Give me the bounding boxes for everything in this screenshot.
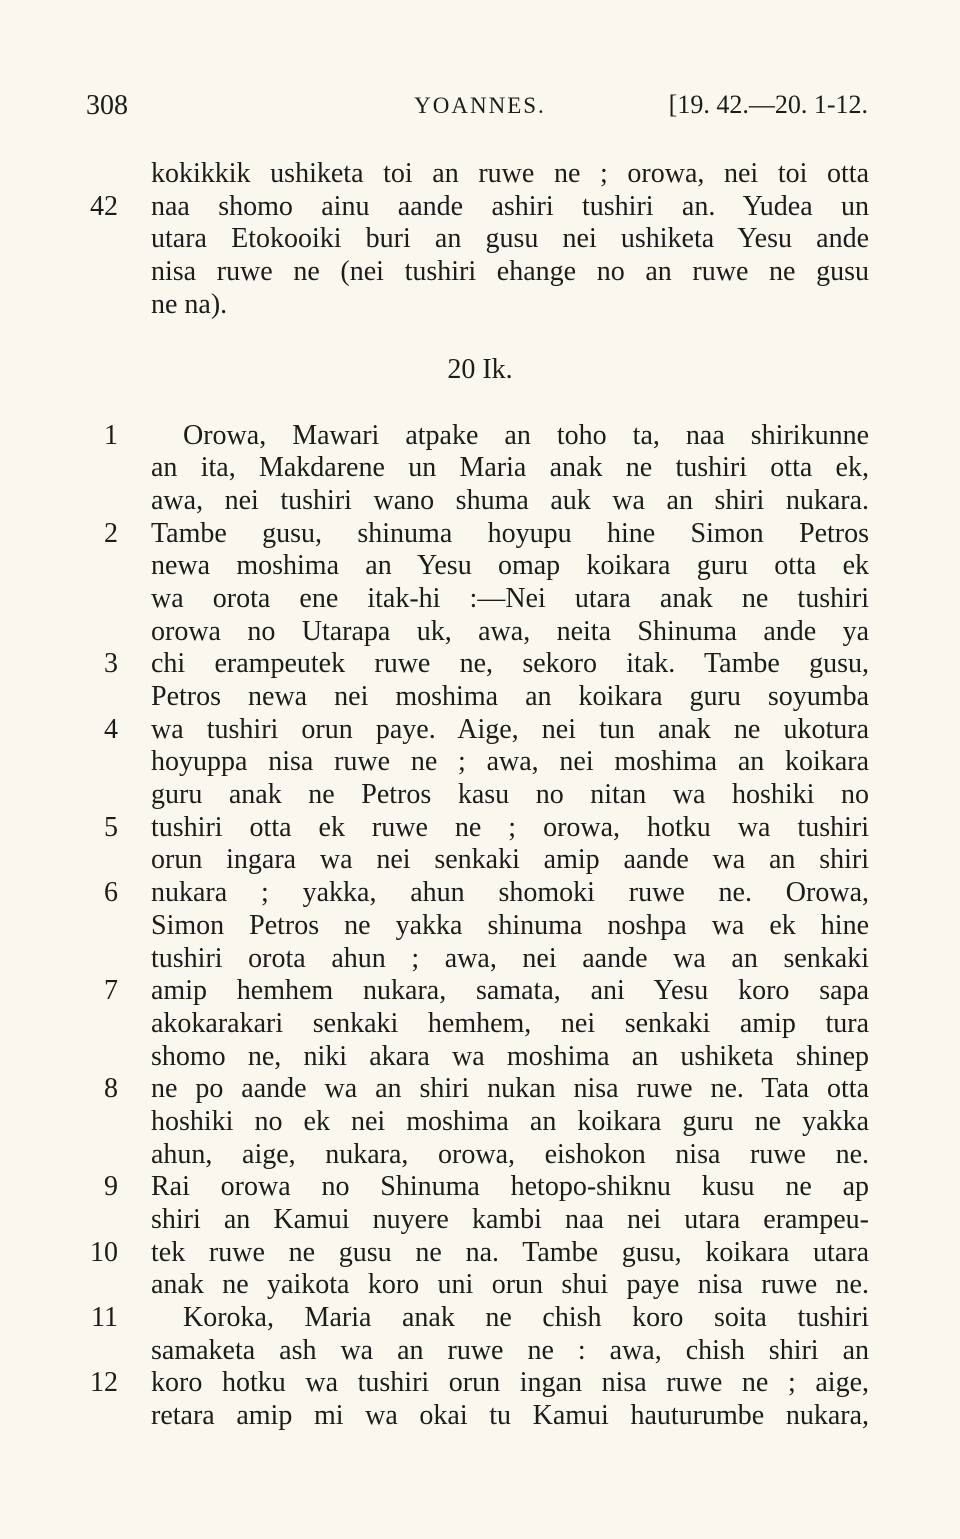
text-line <box>0 420 960 453</box>
line-text: tushiri orota ahun ; awa, nei aande wa an senkaki <box>151 942 869 974</box>
verse-number: 12 <box>90 1367 118 1399</box>
text-line <box>0 1302 960 1335</box>
text-line <box>0 550 960 583</box>
verse-number: 10 <box>90 1236 118 1268</box>
verse-number: 3 <box>104 648 118 680</box>
line-text: naa shomo ainu aande ashiri tushiri an. Yudea un <box>151 190 869 222</box>
line-text: awa, nei tushiri wano shuma auk wa an shiri nukara. <box>151 484 869 516</box>
line-text: koro hotku wa tushiri orun ingan nisa ruwe ne ; aige, <box>151 1367 869 1399</box>
line-text: guru anak ne Petros kasu no nitan wa hoshiki no <box>151 779 869 811</box>
line-text: chi erampeutek ruwe ne, sekoro itak. Tambe gusu, <box>151 648 869 680</box>
text-line <box>0 256 960 289</box>
verse-number: 4 <box>104 713 118 745</box>
verse-range: [19. 42.—20. 1-12. <box>668 90 868 119</box>
line-text: ne po aande wa an shiri nukan nisa ruwe ne. Tata otta <box>151 1073 869 1105</box>
line-text: ne na). <box>151 288 228 320</box>
line-text: Koroka, Maria anak ne chish koro soita tushiri <box>183 1302 869 1334</box>
text-line <box>0 1367 960 1400</box>
text-line <box>0 158 960 191</box>
line-text: tek ruwe ne gusu ne na. Tambe gusu, koikara utara <box>151 1236 869 1268</box>
chapter-title: 20 Ik. <box>447 354 513 386</box>
text-line <box>0 812 960 845</box>
text-line <box>0 910 960 943</box>
text-line <box>0 975 960 1008</box>
text-line <box>0 191 960 224</box>
text-line <box>0 1400 960 1433</box>
line-text: orun ingara wa nei senkaki amip aande wa an shiri <box>151 844 869 876</box>
text-line <box>0 1204 960 1237</box>
text-line <box>0 223 960 256</box>
line-text: retara amip mi wa okai tu Kamui hauturumbe nukara, <box>151 1400 869 1432</box>
text-line <box>0 877 960 910</box>
line-text: wa orota ene itak-hi :—Nei utara anak ne tushiri <box>151 582 869 614</box>
line-text: tushiri otta ek ruwe ne ; orowa, hotku wa tushiri <box>151 811 869 843</box>
page-body <box>0 158 960 1433</box>
line-text: nisa ruwe ne (nei tushiri ehange no an ruwe ne gusu <box>151 256 869 288</box>
line-text: shomo ne, niki akara wa moshima an ushiketa shinep <box>151 1040 869 1072</box>
line-text: Orowa, Mawari atpake an toho ta, naa shirikunne <box>183 419 869 451</box>
line-text: utara Etokooiki buri an gusu nei ushiketa Yesu ande <box>151 223 869 255</box>
running-title: YOANNES. <box>414 93 546 118</box>
verse-number: 8 <box>104 1073 118 1105</box>
text-line <box>0 289 960 322</box>
verse-number: 5 <box>104 811 118 843</box>
line-text: wa tushiri orun paye. Aige, nei tun anak ne ukotura <box>151 713 869 745</box>
blank-line <box>0 321 960 354</box>
verse-number: 9 <box>104 1171 118 1203</box>
text-line <box>0 1171 960 1204</box>
line-text: nukara ; yakka, ahun shomoki ruwe ne. Orowa, <box>151 877 869 909</box>
text-line <box>0 844 960 877</box>
text-line <box>0 518 960 551</box>
line-text: Petros newa nei moshima an koikara guru soyumba <box>151 681 869 712</box>
text-line <box>0 616 960 649</box>
text-line <box>0 1073 960 1106</box>
line-text: amip hemhem nukara, samata, ani Yesu koro sapa <box>151 975 869 1007</box>
line-text: hoshiki no ek nei moshima an koikara guru ne yakka <box>151 1105 869 1137</box>
text-line <box>0 1041 960 1074</box>
line-text: ahun, aige, nukara, orowa, eishokon nisa ruwe ne. <box>151 1138 869 1170</box>
line-text: samaketa ash wa an ruwe ne : awa, chish shiri an <box>151 1334 869 1366</box>
text-line <box>0 714 960 747</box>
line-text: hoyuppa nisa ruwe ne ; awa, nei moshima an koikara <box>151 746 869 778</box>
line-text: an ita, Makdarene un Maria anak ne tushiri otta ek, <box>151 452 869 484</box>
text-line <box>0 681 960 714</box>
chapter-heading <box>0 354 960 387</box>
text-line <box>0 746 960 779</box>
text-line <box>0 943 960 976</box>
text-line <box>0 1237 960 1270</box>
text-line <box>0 1139 960 1172</box>
line-text: orowa no Utarapa uk, awa, neita Shinuma ande ya <box>151 615 869 647</box>
verse-number: 2 <box>104 517 118 549</box>
text-line <box>0 1269 960 1302</box>
line-text: Simon Petros ne yakka shinuma noshpa wa ek hine <box>151 909 869 941</box>
line-text: anak ne yaikota koro uni orun shui paye nisa ruwe ne. <box>151 1269 869 1301</box>
page-header <box>0 90 960 130</box>
text-line <box>0 1335 960 1368</box>
text-line <box>0 1106 960 1139</box>
text-line <box>0 452 960 485</box>
verse-number: 6 <box>104 877 118 909</box>
text-line <box>0 485 960 518</box>
line-text: Tambe gusu, shinuma hoyupu hine Simon Petros <box>151 517 869 549</box>
line-text: shiri an Kamui nuyere kambi naa nei utara erampeu- <box>151 1204 869 1235</box>
verse-number: 1 <box>104 419 118 451</box>
line-text: akokarakari senkaki hemhem, nei senkaki amip tura <box>151 1007 869 1039</box>
verse-number: 7 <box>104 975 118 1007</box>
verse-number: 11 <box>91 1302 118 1334</box>
text-line <box>0 648 960 681</box>
line-text: kokikkik ushiketa toi an ruwe ne ; orowa, nei toi otta <box>151 158 869 189</box>
text-line <box>0 779 960 812</box>
page-number: 308 <box>86 90 128 121</box>
text-line <box>0 1008 960 1041</box>
text-line <box>0 583 960 616</box>
line-text: newa moshima an Yesu omap koikara guru otta ek <box>151 550 869 582</box>
verse-number: 42 <box>90 190 118 222</box>
line-text: Rai orowa no Shinuma hetopo-shiknu kusu ne ap <box>151 1171 869 1203</box>
blank-line <box>0 387 960 420</box>
